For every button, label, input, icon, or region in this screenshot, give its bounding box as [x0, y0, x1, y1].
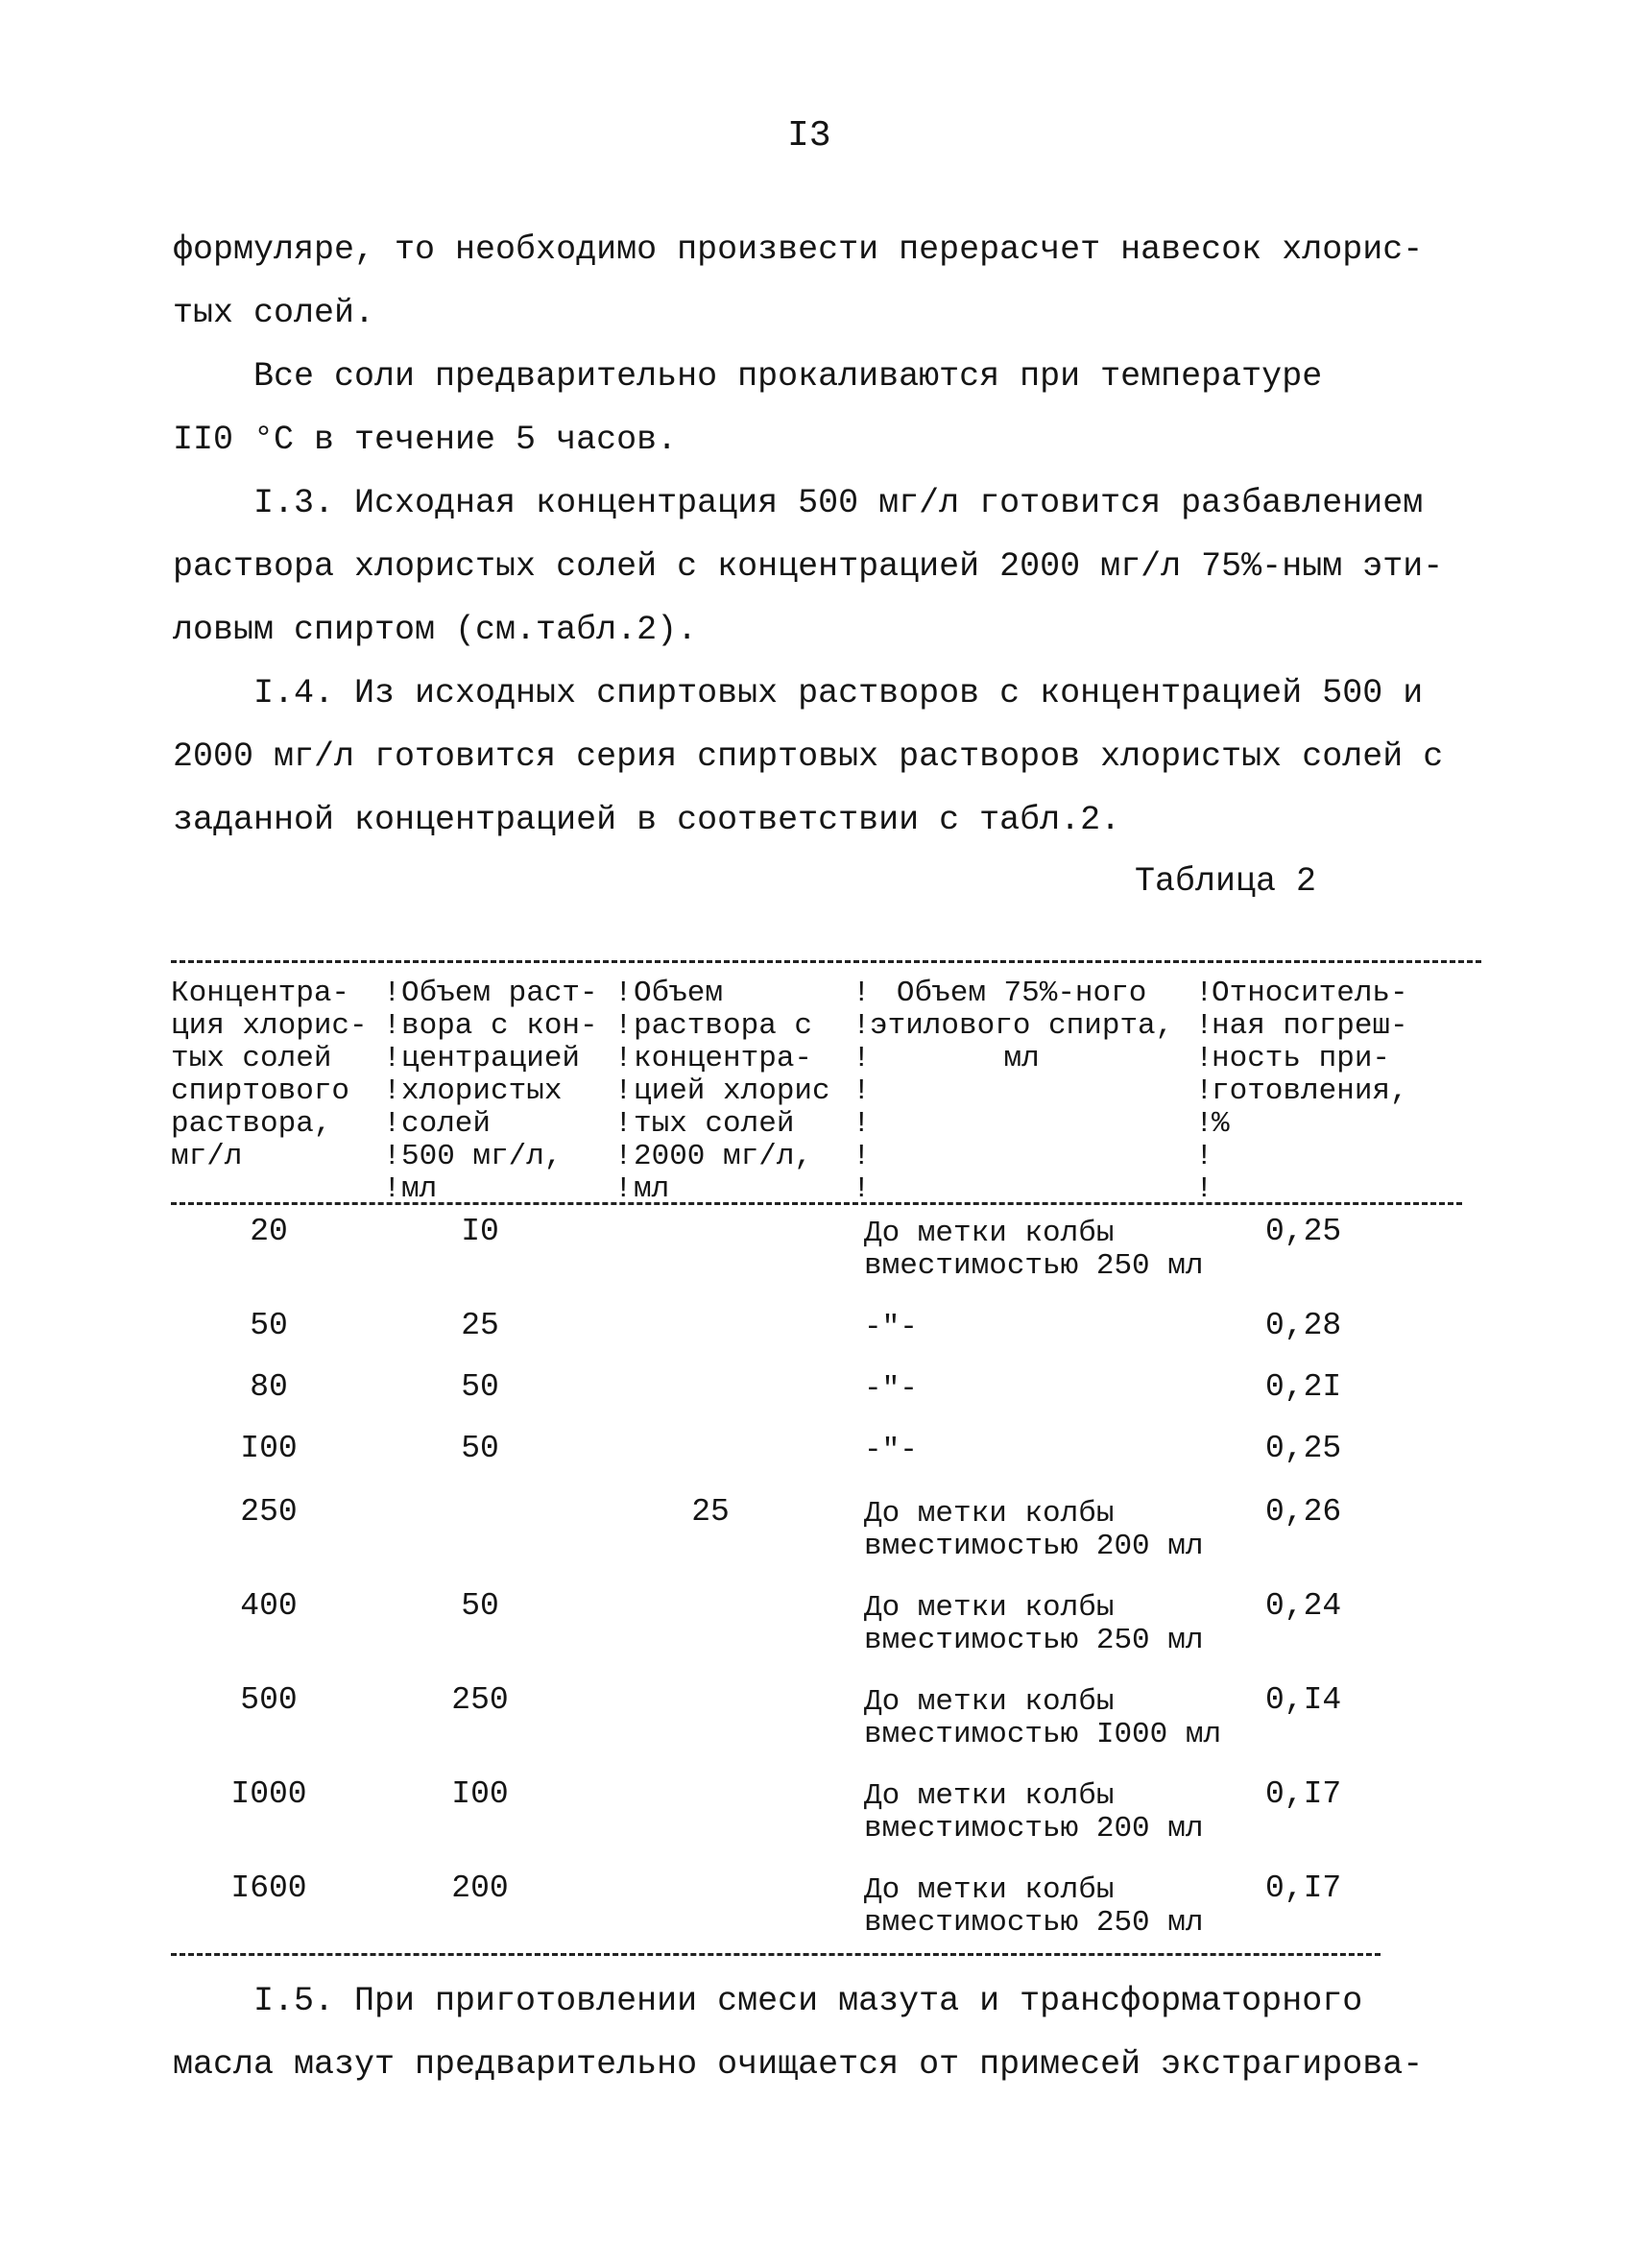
table-cell: 50 — [250, 1308, 288, 1343]
body-line: раствора хлористых солей с концентрацией 2000 мг/л 75%-ным эти- — [173, 547, 1444, 586]
table-cell: -"- — [864, 1372, 918, 1406]
page-number: I3 — [787, 115, 831, 157]
table-cell: 0,26 — [1265, 1494, 1342, 1530]
table-cell: До метки колбы вместимостью 250 мл — [864, 1873, 1204, 1940]
table-cell: I00 — [240, 1431, 298, 1466]
table-cell: 0,25 — [1265, 1214, 1342, 1249]
body-line: масла мазут предварительно очищается от примесей экстрагирова- — [173, 2045, 1424, 2084]
body-line: заданной концентрацией в соответствии с табл.2. — [173, 801, 1121, 839]
body-line: I.3. Исходная концентрация 500 мг/л готовится разбавлением — [173, 484, 1424, 522]
column-separator: ! ! ! ! ! ! ! — [383, 977, 401, 1206]
table-cell: 25 — [461, 1308, 499, 1343]
table-cell: 0,24 — [1265, 1588, 1342, 1624]
table-cell: 400 — [240, 1588, 298, 1624]
table-cell: -"- — [864, 1311, 918, 1344]
table-cell: 250 — [240, 1494, 298, 1530]
column-separator: ! ! ! ! ! ! ! — [614, 977, 633, 1206]
table-cell: 0,2I — [1265, 1369, 1342, 1405]
table-cell: 0,25 — [1265, 1431, 1342, 1466]
table-header-concentration: Концентра- ция хлорис- тых солей спиртового раствора, мг/л — [171, 977, 368, 1173]
table-cell: До метки колбы вместимостью 200 мл — [864, 1497, 1204, 1563]
table-caption: Таблица 2 — [1135, 862, 1317, 901]
table-cell: 500 — [240, 1682, 298, 1718]
table-cell: 0,I7 — [1265, 1870, 1342, 1906]
table-header-ethanol-volume: Объем 75%-ного этилового спирта, мл — [870, 977, 1174, 1075]
table-cell: 50 — [461, 1431, 499, 1466]
table-cell: До метки колбы вместимостью 250 мл — [864, 1217, 1204, 1283]
table-cell: 50 — [461, 1588, 499, 1624]
table-header-volume-500: Объем раст- вора с кон- центрацией хлористых солей 500 мг/л, мл — [401, 977, 598, 1206]
table-cell: До метки колбы вместимостью I000 мл — [864, 1685, 1222, 1751]
table-cell: 0,28 — [1265, 1308, 1342, 1343]
body-line: Все соли предварительно прокаливаются при температуре — [173, 357, 1323, 396]
table-cell: 25 — [691, 1494, 730, 1530]
body-line: II0 °С в течение 5 часов. — [173, 421, 678, 459]
body-line: I.5. При приготовлении смеси мазута и трансформаторного — [173, 1982, 1363, 2020]
body-line: ловым спиртом (см.табл.2). — [173, 611, 698, 649]
table-cell: 0,I4 — [1265, 1682, 1342, 1718]
body-line: I.4. Из исходных спиртовых растворов с концентрацией 500 и — [173, 674, 1424, 712]
table-header-volume-2000: Объем раствора с концентра- цией хлорис тых солей 2000 мг/л, мл — [634, 977, 830, 1206]
table-cell: I600 — [230, 1870, 307, 1906]
table-top-rule — [171, 960, 1481, 963]
table-cell: 50 — [461, 1369, 499, 1405]
column-separator: ! ! ! ! ! ! ! — [1195, 977, 1213, 1206]
body-line: формуляре, то необходимо произвести перерасчет навесок хлорис- — [173, 230, 1424, 269]
table-cell: 0,I7 — [1265, 1776, 1342, 1812]
table-cell: 200 — [451, 1870, 509, 1906]
body-line: тых солей. — [173, 294, 375, 332]
body-line: 2000 мг/л готовится серия спиртовых растворов хлористых солей с — [173, 737, 1444, 776]
table-cell: I00 — [451, 1776, 509, 1812]
column-separator: ! ! ! ! ! ! ! — [853, 977, 871, 1206]
table-cell: 250 — [451, 1682, 509, 1718]
table-cell: 20 — [250, 1214, 288, 1249]
table-header-rule — [171, 1202, 1462, 1205]
table-bottom-rule — [171, 1953, 1381, 1956]
table-cell: I0 — [461, 1214, 499, 1249]
table-cell: 80 — [250, 1369, 288, 1405]
table-cell: До метки колбы вместимостью 250 мл — [864, 1591, 1204, 1657]
table-header-relative-error: Относитель- ная погреш- ность при- готовления, % — [1212, 977, 1408, 1141]
table-cell: I000 — [230, 1776, 307, 1812]
table-cell: -"- — [864, 1434, 918, 1467]
table-cell: До метки колбы вместимостью 200 мл — [864, 1779, 1204, 1846]
